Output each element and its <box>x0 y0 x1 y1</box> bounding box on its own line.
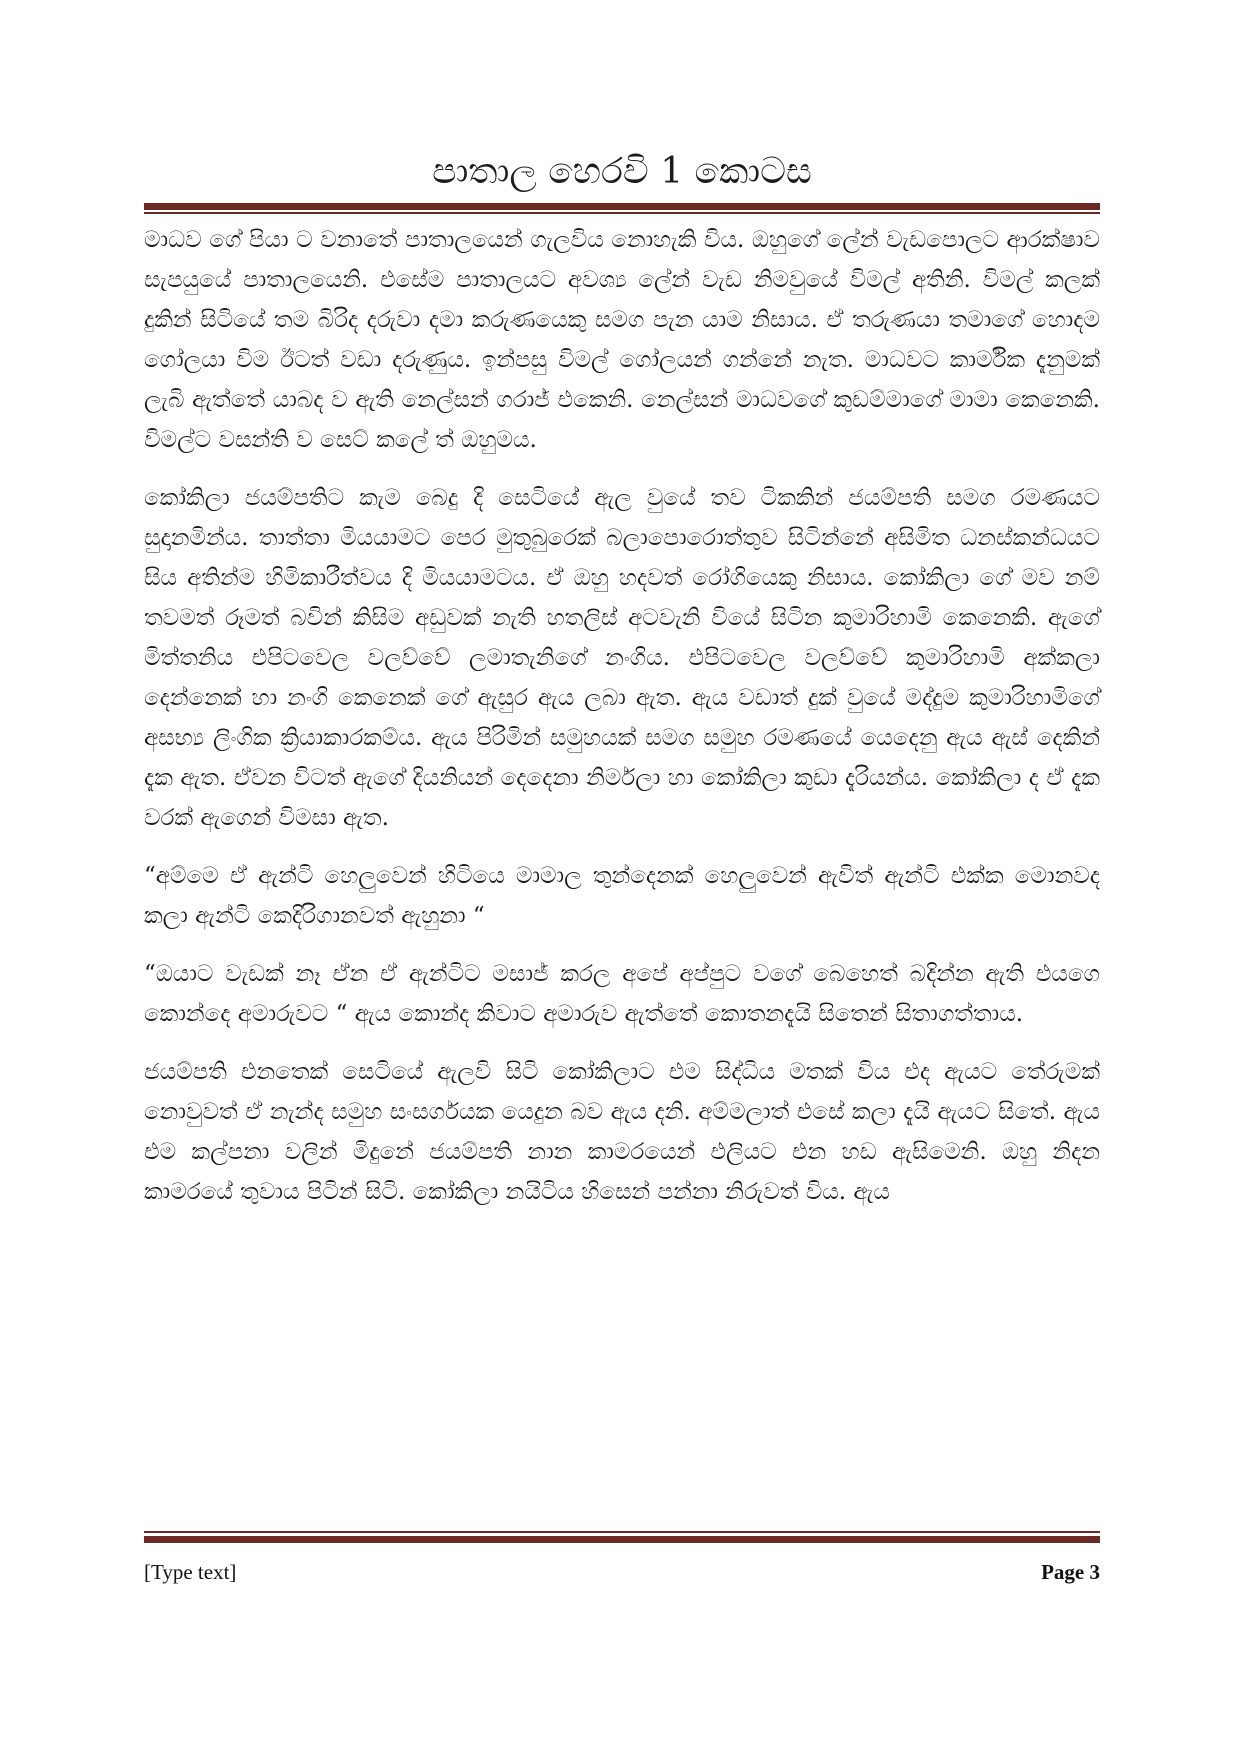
paragraph-3: “අම්මෙ ඒ ඇන්ටි හෙලුවෙන් හිටියෙ මාමාල තුන්දෙනක් හෙලුවෙන් ඇවිත් ඇන්ටි එක්ක මොනවද කලා ඇන්ටි කෙදිරිගානවත් ඇහුනා “ <box>144 863 1100 929</box>
footer-placeholder-text: [Type text] <box>144 1560 237 1584</box>
paragraph-4: “ඔයාට වැඩක් නෑ ඒන ඒ ඇන්ටිට මසාජ් කරල අපේ අප්පුට වගේ බෙහෙත් බදින්න ඇති එයගෙ කොන්දෙ අමාරුවට “ ඇය කොන්ද කිවාට අමාරුව ඇත්තේ කොතනදැයි සිතෙන් සිතාගත්තාය. <box>144 961 1100 1027</box>
footer-divider-thin <box>144 1531 1100 1533</box>
paragraph-2: කෝකිලා ජයම්පතිට කැම බෙදු දි සෙටියේ ඇල වුයේ තව ටිකකින් ජයම්පති සමග රමණයට සුදානමින්ය. තාත්තා මියයාමට පෙර මුතුබුරෙක් බලාපොරොත්තුව සිටින්නේ අසිමිත ධනස්කන්ධයට සිය අතින්ම හිමිකාරීත්වය දි මියයාමටය. ඒ ඔහු හදවත් රෝගියෙකු නිසාය. කෝකිලා ගේ මව නම් තවමත් රූමත් බවින් කිසිම අඩුවක් නැති හතලිස් අටවැනි වියේ සිටින කුමාරිහාමි කෙනෙකි. ඇගේ මිත්තනිය එපිටවෙල වලව්වේ ලමාතැනිගේ නංගිය. එපිටවෙල වලව්වේ කුමාරිහාමි අක්කලා දෙන්නෙක් හා නංගි කෙනෙක් ගේ ඇසුර ඇය ලබා ඇත. ඇය වඩාත් දුක් වුයේ මද්දුම කුමාරිහාමිගේ අසභ්‍ය ලිංගික ක්‍රියාකාරකම්ය. ඇය පිරිමින් සමුහයක් සමග සමුහ රමණයේ යෙදෙනු ඇය ඇස් දෙකින් දැක ඇත. ඒවන විටත් ඇගේ දියනියන් දෙදෙනා නිර්මලා හා කෝකිලා කුඩා දැරියන්ය. කෝකිලා ද ඒ දැක වරක් ඇගෙන් විමසා ඇත. <box>144 485 1100 831</box>
header-divider-thick <box>144 203 1100 210</box>
header-divider-thin <box>144 212 1100 214</box>
page-number: Page 3 <box>1041 1560 1100 1584</box>
page-title: පාතාල හෙරවි 1 කොටස <box>432 151 812 192</box>
paragraph-5: ජයම්පති එනතෙක් සෙටියේ ඇලවි සිටි කෝකිලාට එම සිද්ධිය මතක් විය එද ඇයට තේරුමක් නොවුවත් ඒ නැන්ද සමුහ සංසර්ගයක යෙදුන බව ඇය දනි. අම්මලාත් එසේ කලා දැයි ඇයට සිතේ. ඇය එම කල්පනා වලින් මිදුනේ ජයම්පති නාන කාමරයෙන් එලියට එන හඩ ඇසිමෙනි. ඔහු නිදන කාමරයේ තුවාය පිටින් සිටි. කෝකිලා නයිටිය හිසෙන් පන්නා නිරුවත් විය. ඇය <box>144 1059 1100 1205</box>
body-text <box>144 220 1100 1230</box>
paragraph-1: මාධව ගේ පියා ට වනාතේ පාතාලයෙන් ගැලවිය නොහැකි විය. ඔහුගේ ලේන් වැඩපොලට ආරක්ෂාව සැපයුයේ පාතාලයෙනි. එසේම පාතාලයට අවශ්‍ය ලේන් වැඩ නිමවුයේ විමල් අතිනි. විමල් කලක් දුකින් සිටියේ තම බිරිද දරුවා දමා කරුණයෙකු සමග පැන යාම නිසාය. ඒ තරුණයා තමාගේ හොදම ගෝලයා විම ඊටත් වඩා දරුණුය. ඉන්පසු විමල් ගෝලයන් ගන්නේ නැත. මාධවට කාර්මික දැනුමක් ලැබි ඇත්තේ යාබද ව ඇති නෙල්සන් ගරාජ් එකෙනි. නෙල්සන් මාධවගේ කුඩම්මාගේ මාමා කෙනෙකි. විමල්ට වසන්ති ව සෙට් කලේ ත් ඔහුමය. <box>144 227 1100 453</box>
footer-divider-thick <box>144 1536 1100 1543</box>
